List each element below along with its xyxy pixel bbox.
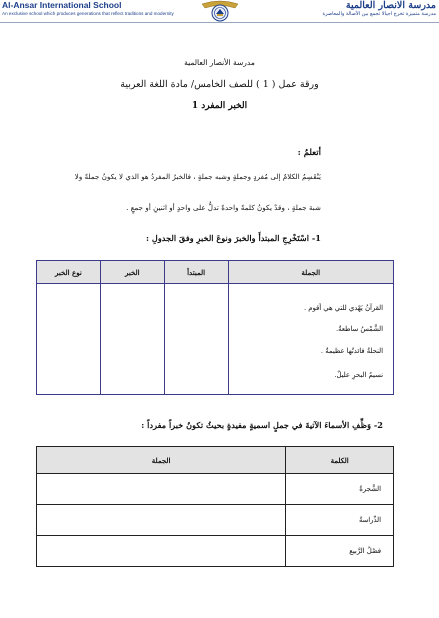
table-header-row	[37, 261, 394, 284]
predicate-type-answer-cell[interactable]	[37, 284, 101, 319]
subject-answer-cell[interactable]	[164, 340, 228, 362]
question-2: 2- وَظِّفِ الأسماءَ الآتيةَ في جملٍ اسميةٍ مفيدةٍ بحيثُ تكونُ خبراً مفرداً :	[141, 420, 383, 430]
school-name-arabic: مدرسة الانصار العالمية	[345, 0, 436, 11]
school-name-english: Al-Ansar International School	[2, 0, 122, 10]
worksheet-school-name: مدرسة الأنصار العالمية	[184, 58, 255, 67]
table-row	[37, 284, 394, 319]
predicate-type-answer-cell[interactable]	[37, 318, 101, 340]
lesson-paragraph-line-1: يَنْقَسِمُ الكلامُ إلى مُفردٍ وجملةٍ وشبه جملةٍ ، فالخبرُ المفردُ هو الذي لا يكونُ جملةً ولا	[74, 172, 321, 181]
column-header-sentence: الجملة	[37, 447, 286, 474]
column-header-sentence: الجملة	[228, 261, 394, 284]
school-tagline-arabic: مدرسة متميزة تخرج اجيالا تجمع بين الأصالة والمعاصرة	[322, 11, 436, 17]
subject-answer-cell[interactable]	[164, 318, 228, 340]
extraction-table	[36, 260, 394, 395]
column-header-predicate-type: نوع الخبر	[37, 261, 101, 284]
word-cell: فصْلُ الرَّبيع	[286, 536, 394, 567]
table-row	[37, 474, 394, 505]
subject-answer-cell[interactable]	[164, 362, 228, 395]
word-cell: الدِّراسةُ	[286, 505, 394, 536]
sentence-cell: النحلةُ فائدتُها عظيمةٌ .	[228, 340, 394, 362]
school-logo	[199, 0, 241, 22]
predicate-answer-cell[interactable]	[100, 340, 164, 362]
table-row	[37, 340, 394, 362]
worksheet-subtitle: الخبر المفرد 1	[191, 101, 248, 111]
sentence-answer-cell[interactable]	[37, 505, 286, 536]
table-row	[37, 505, 394, 536]
table-row	[37, 536, 394, 567]
sentence-cell: نسيمُ البحرِ عليلٌ.	[228, 362, 394, 395]
sentence-cell: الشَّمْسُ ساطعةٌ.	[228, 318, 394, 340]
worksheet-title: ورقة عمل ( 1 ) للصف الخامس/ مادة اللغة العربية	[120, 79, 319, 90]
column-header-word: الكلمة	[286, 447, 394, 474]
lesson-paragraph-line-2: شبهَ جملةٍ ، وقدْ يكونُ كلمةً واحدةً تدلُّ على واحدٍ أو اثنينِ أو جمعٍ .	[126, 203, 321, 212]
column-header-subject: المبتدأ	[164, 261, 228, 284]
table-row	[37, 318, 394, 340]
school-header-arabic	[236, 0, 436, 18]
table-row	[37, 362, 394, 395]
predicate-answer-cell[interactable]	[100, 318, 164, 340]
sentence-answer-cell[interactable]	[37, 536, 286, 567]
school-header-english	[2, 0, 212, 17]
word-cell: الشَّجرةُ	[286, 474, 394, 505]
column-header-predicate: الخبر	[100, 261, 164, 284]
predicate-type-answer-cell[interactable]	[37, 340, 101, 362]
subject-answer-cell[interactable]	[164, 284, 228, 319]
question-1: 1- اسْتَخْرِجِ المبتدأَ والخبرَ ونوعَ الخبرِ وفقَ الجدولِ :	[146, 233, 321, 243]
sentence-cell: القرآنُ يَهْدي للتي هي أقوم .	[228, 284, 394, 319]
school-tagline-english: An exclusive school which produces generations that reflect traditions and modernity	[2, 11, 174, 16]
sentence-building-table	[36, 446, 394, 567]
predicate-answer-cell[interactable]	[100, 362, 164, 395]
table-header-row	[37, 447, 394, 474]
sentence-answer-cell[interactable]	[37, 474, 286, 505]
predicate-answer-cell[interactable]	[100, 284, 164, 319]
predicate-type-answer-cell[interactable]	[37, 362, 101, 395]
learn-heading: أتعلمُ :	[297, 148, 321, 158]
header-divider	[0, 22, 439, 23]
